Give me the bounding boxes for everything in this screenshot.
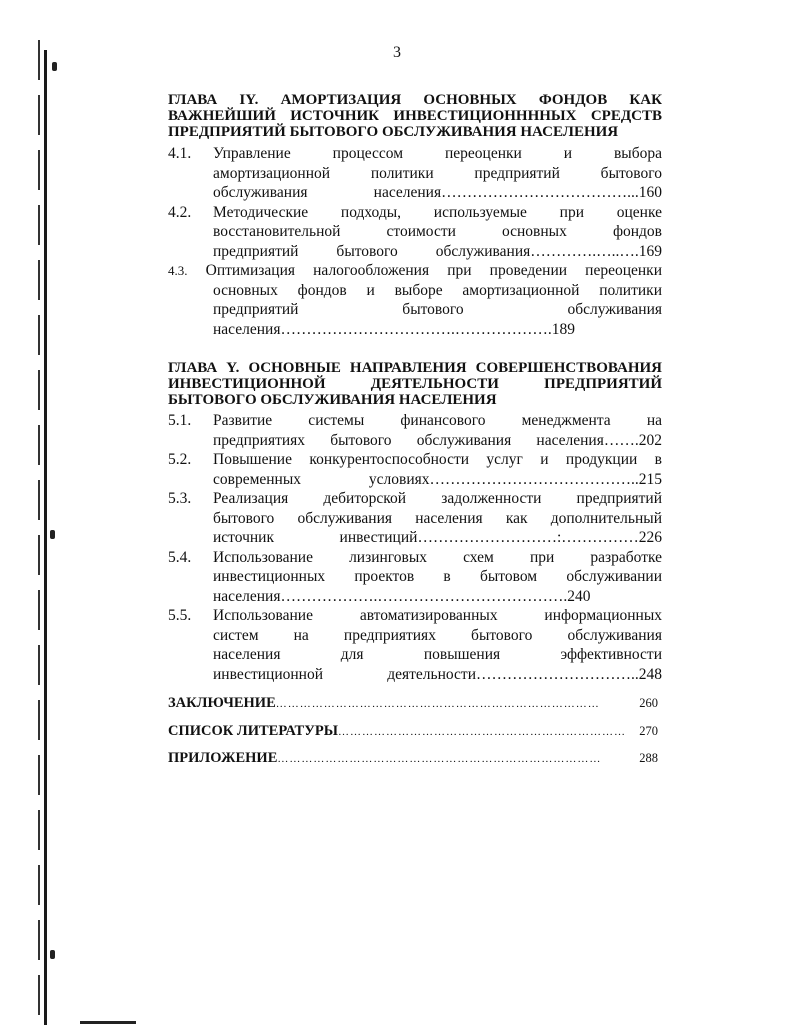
toc-entry-4-2 (168, 203, 662, 262)
entry-line: Развитие системы финансового менеджмента на (213, 412, 662, 429)
chapter-4-heading-line-1: ГЛАВА IY. АМОРТИЗАЦИЯ ОСНОВНЫХ ФОНДОВ КАК (168, 92, 662, 108)
toc-entry-4-3 (168, 261, 662, 339)
entry-line: инвестиционной деятельности…………………………..248 (213, 665, 662, 683)
toc-entry-5-1 (168, 411, 662, 450)
bibliography-label: СПИСОК ЛИТЕРАТУРЫ (168, 723, 338, 739)
entry-line: Методические подходы, используемые при оценке (213, 203, 662, 221)
scan-binding-edge (44, 50, 47, 1025)
entry-line: инвестиционных проектов в бытовом обслуживании (213, 568, 662, 585)
entry-number: 5.2. (168, 451, 192, 468)
conclusion-label: ЗАКЛЮЧЕНИЕ (168, 695, 276, 711)
entry-line: современных условиях…………………………………..215 (213, 470, 662, 488)
chapter-5-heading-line-1: ГЛАВА Y. ОСНОВНЫЕ НАПРАВЛЕНИЯ СОВЕРШЕНСТВОВАНИЯ (168, 360, 662, 376)
scan-binding-shadow (38, 40, 40, 1020)
entry-line: предприятиях бытового обслуживания населения…….202 (213, 431, 662, 449)
entry-line: источник инвестиций………………………:……………226 (213, 529, 662, 546)
entry-number: 5.5. (168, 607, 192, 624)
chapter-5-heading-line-3: БЫТОВОГО ОБСЛУЖИВАНИЯ НАСЕЛЕНИЯ (168, 392, 497, 408)
toc-entry-5-2 (168, 450, 662, 489)
toc-entry-4-1 (168, 144, 662, 203)
chapter-5-heading-line-2: ИНВЕСТИЦИОННОЙ ДЕЯТЕЛЬНОСТИ ПРЕДПРИЯТИЙ (168, 376, 662, 392)
entry-line: Использование лизинговых схем при разработке (213, 548, 662, 566)
bibliography-page: 270 (639, 724, 658, 738)
chapter-4-heading-line-2: ВАЖНЕЙШИЙ ИСТОЧНИК ИНВЕСТИЦИОННННЫХ СРЕДСТВ (168, 108, 662, 124)
toc-conclusion (168, 695, 658, 712)
entry-number: 4.2. (168, 203, 192, 221)
toc-entry-5-4 (168, 548, 662, 607)
toc-appendix (168, 750, 658, 767)
entry-line: населения для повышения эффективности (213, 646, 662, 663)
entry-line: предприятий бытового обслуживания………….…..….169 (213, 242, 662, 260)
entry-line: систем на предприятиях бытового обслуживания (213, 626, 662, 644)
chapter-5-section (168, 360, 662, 684)
entry-line: Реализация дебиторской задолженности предприятий (213, 490, 662, 507)
entry-line: населения…………………………….……………….189 (213, 320, 575, 338)
leader-dots: ……………………………………………………………………… (275, 698, 600, 710)
entry-line: Управление процессом переоценки и выбора (213, 145, 662, 162)
scan-bottom-mark (80, 1021, 136, 1024)
appendix-page: 288 (639, 751, 658, 765)
entry-line: Оптимизация налогообложения при проведении переоценки (205, 262, 663, 279)
entry-number: 5.4. (168, 548, 192, 566)
leader-dots: ……………………………………………………………………… (277, 753, 602, 765)
entry-line: амортизационной политики предприятий бытового (213, 164, 662, 182)
entry-line: предприятий бытового обслуживания (213, 301, 662, 318)
entry-number: 4.3. (168, 263, 188, 278)
chapter-4-heading-line-3: ПРЕДПРИЯТИЙ БЫТОВОГО ОБСЛУЖИВАНИЯ НАСЕЛЕНИЯ (168, 124, 619, 140)
entry-number: 4.1. (168, 145, 192, 162)
entry-line: населения……………….……………………………….240 (213, 587, 591, 605)
scan-speck (50, 530, 55, 539)
conclusion-page: 260 (639, 696, 658, 710)
entry-line: основных фондов и выборе амортизационной политики (213, 281, 662, 299)
entry-line: обслуживания населения………………………………...160 (213, 184, 662, 201)
toc-entry-5-5 (168, 606, 662, 684)
chapter-4-section (168, 92, 662, 339)
page-number: 3 (393, 44, 401, 61)
scan-speck (52, 62, 57, 71)
toc-bibliography (168, 723, 658, 740)
appendix-label: ПРИЛОЖЕНИЕ (168, 750, 278, 766)
entry-line-with-number (168, 261, 662, 281)
entry-line: восстановительной стоимости основных фондов (213, 223, 662, 240)
entry-number: 5.3. (168, 490, 192, 507)
entry-line: Использование автоматизированных информационных (213, 607, 662, 624)
entry-line: бытового обслуживания населения как дополнительный (213, 509, 662, 527)
toc-entry-5-3 (168, 489, 662, 548)
entry-line: Повышение конкурентоспособности услуг и продукции в (213, 451, 662, 468)
scan-speck (50, 950, 55, 959)
leader-dots: ……………………………………………………………… (337, 726, 626, 738)
entry-number: 5.1. (168, 412, 192, 429)
